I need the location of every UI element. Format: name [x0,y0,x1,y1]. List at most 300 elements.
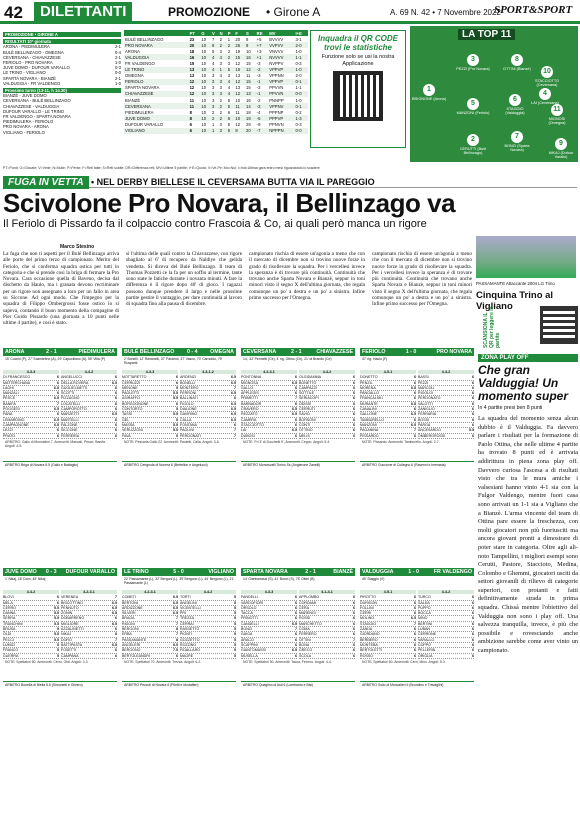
player-rating: 6 [295,616,297,621]
table-cell: PPPNP [269,109,284,115]
jersey-icon: 2 [467,134,479,146]
player-name: APPLEGIS [241,391,259,396]
player-name: LOCATELLI [61,401,81,406]
player-rating: 6 [472,621,474,626]
table-cell: 2 [219,36,223,42]
table-cell: 16 [189,54,201,60]
table-cell: 15 [245,79,256,85]
player-rating: 6 [414,611,416,616]
player-name: GALLO [241,385,253,390]
qr-code-icon[interactable] [540,306,578,344]
player-rating: 6 [353,600,355,605]
player-name: CONTI [299,422,311,427]
match-score: 5 - 0 [173,569,184,575]
player-name: STACCIOTTO [241,422,264,427]
table-cell: 6 [211,42,219,48]
kicker: FUGA IN VETTA [3,176,89,189]
table-cell: 1-0 [295,48,302,54]
player-rating: 5 [234,605,236,610]
table-cell: 1-0 [295,97,302,103]
player-name: LEMARDINO [3,417,25,422]
player-rating: 5 [234,600,236,605]
match-notes: NOTE: Pescaria Gallo 22. Ammoniti: Paoletti, Calla. Angoli: 3-6. [124,439,220,444]
player-rating: 6.5 [411,385,416,390]
table-cell: 0-3 [295,61,302,67]
player-name: PIROTTO [360,595,376,600]
result-teams: LE TRINO - VIGLIANO [3,70,46,76]
table-cell: 12 [189,85,195,91]
table-cell: 18 [246,109,251,115]
top11-player [500,54,534,71]
list-item [299,434,355,439]
player-rating: 6 [472,600,474,605]
result-teams: JUVE DOMO - DUFOUR VARALLO [3,65,70,71]
player-rating: 6 [472,642,474,647]
player-name: MARCOLI [418,385,435,390]
player-rating: 6 [295,642,297,647]
top11-player [530,66,564,87]
table-cell: +7 [256,42,269,48]
result-teams: PRO NOVARA - ARONA [3,124,49,130]
kicker-secondary: • NEL DERBY BIELLESE IL CEVERSAMA BUTTA VIA IL PAREGGIO [91,177,375,187]
player-rating: 6 [472,605,474,610]
player-rating: 6 [295,611,297,616]
away-lineup [61,590,117,659]
list-item [3,654,59,659]
player-rating: 6.5 [173,595,178,600]
article-column: si l'ultima delle quali contro la Chiavazzese, con rigore sbagliato al 6' di recupero da Naldiye che gelida vendetta. Si diceva del Bulé Bellinzago. Il team di Thomas Pozzetti ce la fa per un soffio al termine, tante sono state le fatiche durante i novanta minuti. A fare la differenza è il rigore dopo 40' di gioco. I ragazzi possono dunque prendere il largo e nelle prossime partite gestire il vantaggio, per dare continuità al lavoro di squadra fino alla pausa di dicembre. [126,251,242,308]
player-name: GIANTOMASSI [241,648,266,653]
player-name: CORDAMI [299,600,316,605]
brand-logo: SPORT&SPORT [494,4,573,16]
list-item [122,654,178,659]
player-name: CALLA [180,417,192,422]
player-name: CRAVERO [241,407,259,412]
player-rating: 6 [353,627,355,632]
match-goals: 1' Nikaj, 18' Doro, 45' Nikaj [5,577,46,581]
match-header [241,348,355,356]
table-cell: 3 [212,73,215,79]
player-name: FRANCALSKI [360,396,383,401]
player-name: PEZZI (Pro Novara) [456,67,490,71]
player-name: BERBERO [360,637,378,642]
player-name: MAGRE [180,653,194,658]
result-row [3,130,121,135]
table-cell: 5 [227,97,231,103]
player-name: ARDENZI [180,375,196,380]
top11-player [528,88,562,105]
home-lineup [122,590,178,659]
formation: 4-5-1 [360,370,416,374]
player-name: COMETI [122,595,136,600]
player-rating: 6 [353,412,355,417]
player-name: BERTOLEANDRI [122,653,150,658]
player-rating: 6 [176,653,178,658]
table-cell: 1-0 [294,67,308,73]
table-cell: 10 [234,115,245,121]
player-name: FAVA [122,433,131,438]
formation: 4-4-2 [61,370,117,374]
match-goals: 22' Passamante (L), 32' Bergoni (L), 39' Bergono (L), 44' Bergono (L), 21' Passamante (L) [124,577,234,586]
player-name: DUBOSI [241,433,255,438]
away-team: FR VALDENGO [433,569,472,575]
match-notes: NOTE: Spettatori 80. Ammoniti: Cerro, Oldi. Angoli: 3-3. [5,659,89,664]
player-rating: 6.5 [411,616,416,621]
player-rating: 6.5 [292,428,297,433]
table-cell: 0-0 [294,128,308,134]
player-name: TURCO [418,595,431,600]
player-rating: 6 [57,600,59,605]
player-rating: 6.5 [292,407,297,412]
player-rating: 6 [414,605,416,610]
results-section-title: RISULTATI 10ª giornata [3,39,121,44]
table-cell: PPPVP [268,115,294,121]
player-rating: 5 [176,433,178,438]
player-rating: 6.5 [292,412,297,417]
home-lineup [241,590,297,659]
player-rating: 7 [234,428,236,433]
table-cell: 4 [211,54,219,60]
list-item [241,434,297,439]
table-cell: 3 [227,73,231,79]
player-rating: 6 [115,375,117,380]
player-name: BERGONI [122,627,139,632]
match-box [3,568,117,751]
player-name: CAMPAGNONE [3,422,29,427]
table-cell: 3 [212,97,215,103]
results-title: PROMOZIONE • GIRONE A [3,32,121,37]
table-cell: 10 [235,97,241,103]
formation: 4-3-3 [3,370,59,374]
player-name: GAIGA [241,632,253,637]
home-lineup [3,590,59,659]
table-cell: FERIOLO [124,79,189,85]
player-name: RASSETTO [180,627,200,632]
table-cell: 10 [201,48,207,54]
home-lineup [360,590,416,659]
player-rating: 6.5 [112,380,117,385]
player-name: GRECO [299,648,313,653]
player-rating: 5.5 [54,632,59,637]
match-notes: NOTE: Spettatori 70. Ammoniti: Trezza. Angoli: 6-2. [124,659,202,664]
match-header [122,348,236,356]
player-name: COMA [299,627,310,632]
result-score: 2-1 [114,44,121,50]
player-rating: 6 [472,632,474,637]
match-box [360,568,474,751]
player-name: DURIGON [360,600,377,605]
list-item [3,434,59,439]
player-name: MUSELLA [241,653,258,658]
player-rating: 7 [295,396,297,401]
table-cell: 4 [212,61,215,67]
player-rating: 6 [472,616,474,621]
result-score: 0-0 [114,70,121,76]
player-rating: 6 [414,380,416,385]
table-cell: 15 [246,61,251,67]
player-rating: 6 [295,391,297,396]
player-name: MOTTARETTO [122,375,147,380]
match-box [360,348,474,531]
player-rating: 5.5 [173,422,178,427]
section-title: DILETTANTI [34,2,132,21]
table-cell: 16 [245,54,256,60]
player-name: LAI [241,428,247,433]
player-name: RIGONI [122,621,135,626]
player-rating: 6 [472,637,474,642]
player-name: ERBA [122,632,132,637]
player-rating: 5 [234,642,236,647]
player-name: FRANCO [3,648,19,653]
player-name: GUERRA [3,653,19,658]
away-team: DUFOUR VARALLO [65,569,115,575]
player-rating: 6.5 [112,600,117,605]
player-name: GOZZETTO [180,637,200,642]
table-cell: PRO NOVARA [124,42,189,48]
result-score: 0-3 [114,65,121,71]
player-rating: 6 [115,433,117,438]
player-rating: 6 [115,417,117,422]
player-rating: 5 [234,648,236,653]
player-name: ANGELUCCI [61,375,82,380]
match-goals: 2' Bonelli, 12' Ravanelli, 37' Pardeoli, 37' Vasco, 70' Carnoldo, 79' Ruspanti [124,357,223,366]
player-name: PAOLETTI [122,391,140,396]
table-cell: 8 [189,109,192,115]
match-notes: NOTE: Spettatori 50. Ammoniti: Tacca, Ferrero. Angoli: 4-4. [243,659,332,664]
player-rating: 6 [414,653,416,658]
player-rating: 6 [414,637,416,642]
player-name: GIORDANO [360,632,380,637]
table-cell: DUFOUR VARALLO [125,121,164,127]
table-cell: BIANZÈ [125,97,141,103]
player-rating: 5.5 [54,611,59,616]
player-rating: 6 [295,422,297,427]
player-name: PENNUTO [61,605,79,610]
player-rating: 7 [353,637,355,642]
match-goals: 14', 32' Pennetti (Ce), 4' rig. Ottino (Ch), 21' di Brando (Ce) [243,357,332,361]
player-name: CERRI [360,611,372,616]
player-name: OTTINI [299,637,311,642]
sidebar-subtitle: In 4 partite presi ben 8 punti [478,405,543,411]
player-rating: 6 [472,396,474,401]
table-cell: 13 [235,73,241,79]
player-rating: 6 [414,595,416,600]
standings-header: F [234,30,245,36]
table-cell: 12 [235,121,241,127]
player-rating: 7 [414,428,416,433]
player-rating: 6 [57,375,59,380]
photo-title: Cinquina Trino al Vigliano [476,290,554,312]
result-teams: CEVERSANA - CHIAVAZZESE [3,54,61,60]
table-cell: 6 [227,109,231,115]
player-rating: 6 [353,616,355,621]
player-name: STAGGIO [360,621,377,626]
player-rating: 8 [115,632,117,637]
player-name: ZANIGLIO [418,407,435,412]
player-rating: 6 [353,653,355,658]
player-name: GEL [122,417,130,422]
player-name: LAI (Ceversana) [531,101,559,105]
table-cell: -3 [256,103,269,109]
standings-header: V [211,30,219,36]
player-name: FALZONE [61,422,78,427]
player-rating: 6 [57,412,59,417]
match-score: 1 - 0 [408,569,419,575]
formation: 4-5-1 [360,590,416,594]
player-name: LAGHI [3,385,14,390]
player-name: FERRARIA [418,412,437,417]
player-rating: 6 [472,595,474,600]
player-rating: 6.5 [112,642,117,647]
match-referee: ARBITRO Bonella di Biella 6.5 (Simonetti e Olivero) [3,681,117,688]
player-rating: 6 [414,648,416,653]
player-rating: 6.5 [292,380,297,385]
player-name: BASSI [418,375,429,380]
player-name: MARZETTI [61,412,79,417]
player-name: MANZONI (Feriolo) [456,111,490,115]
jersey-icon: 7 [511,131,523,143]
table-cell: 11 [246,73,251,79]
table-cell: 10 [200,128,211,134]
table-cell: BVVVV [269,36,284,42]
result-teams: PIEDIMULERA - FERIOLO [3,119,54,125]
home-team: VALDUGGIA [362,569,394,575]
match-goals: 14' Giantomassi (S), 41' Bonzi (S), 75' Ottini (B) [243,577,315,581]
player-name: PRI [180,611,186,616]
table-cell: 5 [227,103,235,109]
match-box [241,568,355,751]
home-team: CEVERSANA [243,349,277,355]
jersey-icon: 8 [511,54,523,66]
away-team: CHIAVAZZESE [316,349,353,355]
player-name: ORSOLO [241,605,257,610]
player-name: BONA [299,642,310,647]
table-cell: FR VALDENGO [125,61,155,67]
player-rating: 6.5 [231,375,236,380]
result-score: 1-0 [114,80,121,86]
table-cell: PPNVN [269,121,284,127]
player-rating: 6.5 [292,621,297,626]
qr-text: Funzione solo se usi la nostra Applicazione [321,54,395,67]
table-cell: -9 [256,121,261,127]
player-rating: 6 [353,595,355,600]
formation: 4-4-2 [3,590,59,594]
home-lineup [3,370,59,439]
player-rating: 6.5 [54,396,59,401]
table-cell: 10 [201,36,207,42]
table-cell: 2 [227,48,231,54]
table-cell: NVVVV [268,54,294,60]
player-rating: 6.5 [112,611,117,616]
player-name: FERRONI [180,391,197,396]
player-rating: 6 [176,380,178,385]
player-name: BONZI (Sparta Novara) [504,144,530,152]
player-rating: 5.5 [54,616,59,621]
player-rating: 6 [295,433,297,438]
table-cell: 9 [245,42,256,48]
player-name: OTTINO [299,428,313,433]
player-name: MELA [3,600,13,605]
issue-date: A. 69 N. 42 • 7 Novembre 2022 [390,8,501,17]
table-cell: -2 [256,97,261,103]
player-name: MINO [418,616,428,621]
qr-code-icon[interactable] [333,71,383,121]
formation: 4-4-2 [418,370,474,374]
match-referee: ARBITRO Moncisvalli Torino Ss (Anglerone Zanelli) [241,461,355,468]
table-cell: 8 [234,128,245,134]
qr-box[interactable] [310,30,406,148]
table-cell: 2-0 [294,42,308,48]
result-teams: BIANZÈ - JUVE DOMO [3,93,47,99]
player-name: VICENTELLI [180,605,201,610]
player-rating: 5 [57,648,59,653]
player-rating: 6.5 [292,648,297,653]
player-rating: 6.5 [173,605,178,610]
player-name: CERRAI [180,621,194,626]
player-rating: 6 [115,391,117,396]
player-rating: 6 [57,433,59,438]
table-cell: 20 [189,42,201,48]
player-name: CERRUZZI [122,380,141,385]
table-cell: 10 [201,109,207,115]
player-name: ROSSI [299,616,311,621]
player-name: TRANCHINI [3,621,23,626]
player-rating: 6.5 [112,621,117,626]
match-score: 2 - 1 [291,349,302,355]
player-rating: 6.5 [231,417,236,422]
player-name: CONTORTO [122,407,143,412]
player-rating: 5.5 [173,412,178,417]
result-teams: DUFOUR VARALLO - LE TRINO [3,108,65,114]
headline: Scivolone Pro Novara, il Bellinzago va [3,188,456,218]
table-cell: 0-3 [295,121,302,127]
player-name: PISSARDO [360,433,379,438]
table-cell: 10 [200,91,211,97]
away-lineup [180,590,236,659]
table-cell: -7 [256,128,269,134]
player-name: NIKAJ [61,632,72,637]
player-rating: 6 [115,401,117,406]
match-score: 0 - 3 [45,569,57,575]
standings-header: I+E [294,30,308,36]
player-name: CERUTTI (Bulé Bellinzago) [459,147,487,155]
player-rating: 6 [57,595,59,600]
table-cell: 10 [200,115,211,121]
article-column: La fuga che non ti aspetti per il Bulé Bellinzago arriva alle porte del primo terzo di campionato. Merito del Feriolo, che si conferma squadra ostica per tutti in categoria e che si prende così la briga di fermare la Pro Novara. Cara occasione quella di Baveno, decisa dal dischetto da Haulo, ma i granata devono recriminare per un rigore non assegnato a loro per un fallo in area su Siccone. Ad ogni modo. Che l'impegno per la squadra di Filippo Ombergrossi fosse ostico lo si sapeva, contando il buon momento della compagine di Pier Guido Pissardo (una giornata a 10 punti nelle ultime 4 partite), e così è stato. [3,251,119,327]
player-rating: 5.5 [54,637,59,642]
list-item [360,654,416,659]
player-rating: 6.5 [54,417,59,422]
player-rating: 7 [115,637,117,642]
top11-player [456,134,490,155]
player-name: BISCOTTINO [61,600,83,605]
player-rating: 6.5 [173,600,178,605]
player-name: MATTERCHANA [3,380,31,385]
player-name: PANGALLO [360,391,380,396]
player-rating: 6 [414,627,416,632]
player-rating: 6.5 [231,380,236,385]
table-cell: 1-1 [294,54,308,60]
table-cell: 11 [235,109,240,115]
table-cell: 2 [227,54,235,60]
match-referee: ARBITRO Sollo di Moncalieri 6 (Brondino e Travaglini) [360,681,474,688]
player-name: PIZZAGNO [61,396,80,401]
player-rating: 6 [414,632,416,637]
table-cell: 14 [245,103,256,109]
player-name: MIGLIORE [61,621,79,626]
player-name: SICCONE [61,428,78,433]
player-name: PRATO [3,433,16,438]
